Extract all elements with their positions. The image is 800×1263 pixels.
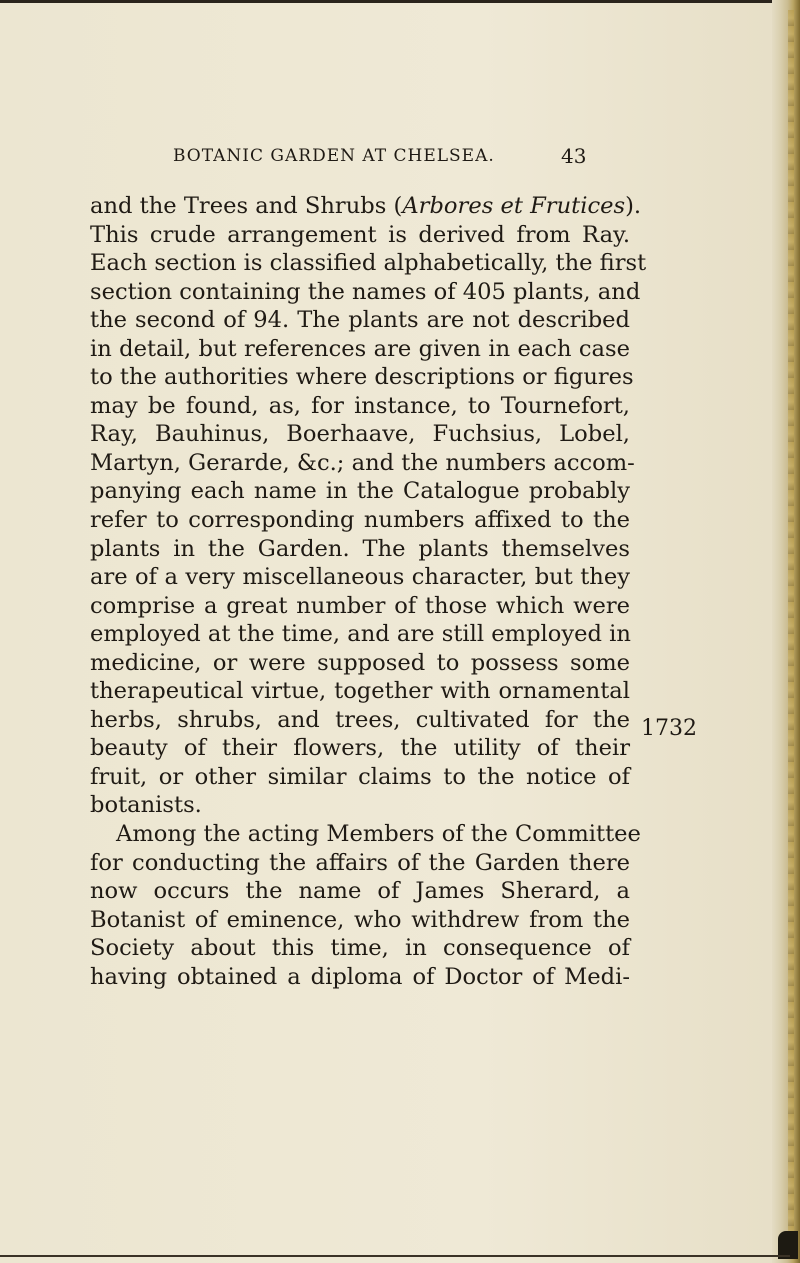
text-line: This crude arrangement is derived from Ray. [90, 221, 630, 248]
italic-term: Arbores et Frutices [402, 193, 626, 219]
text-line: therapeutical virtue, together with ornamental [90, 678, 630, 705]
text-line: comprise a great number of those which were [90, 592, 630, 619]
text-line: botanists. [90, 792, 202, 819]
text-line: employed at the time, and are still employed in [90, 621, 631, 648]
text-line: for conducting the affairs of the Garden there [90, 849, 630, 876]
text-line: plants in the Garden. The plants themselves [90, 535, 630, 562]
body-text [90, 192, 647, 991]
page-top-edge [0, 0, 790, 3]
page-header [173, 144, 613, 174]
text-line: beauty of their flowers, the utility of their [90, 735, 630, 762]
text-line: panying each name in the Catalogue probably [90, 478, 630, 505]
text-line: the second of 94. The plants are not described [90, 307, 630, 334]
text-line: refer to corresponding numbers affixed to the [90, 507, 630, 534]
text-line: now occurs the name of James Sherard, a [90, 878, 630, 905]
text-line: Botanist of eminence, who withdrew from the [90, 906, 630, 933]
text-line: may be found, as, for instance, to Tournefort, [90, 392, 630, 419]
margin-year-note: 1732 [641, 716, 697, 741]
gilt-edge [788, 10, 794, 1250]
text-line: are of a very miscellaneous character, but they [90, 564, 630, 591]
text-line: to the authorities where descriptions or figures [90, 364, 634, 391]
text-line: Ray, Bauhinus, Boerhaave, Fuchsius, Lobel, [90, 421, 630, 448]
book-fore-edge [772, 0, 800, 1263]
text-line: medicine, or were supposed to possess some [90, 649, 630, 676]
text-line: in detail, but references are given in each case [90, 335, 630, 362]
text-line: Each section is classified alphabetically, the first [90, 250, 647, 277]
text-line: having obtained a diploma of Doctor of Medi- [90, 963, 630, 990]
page-number: 43 [561, 144, 587, 168]
text-line: fruit, or other similar claims to the notice of [90, 763, 630, 790]
text-line: Martyn, Gerarde, &c.; and the numbers accom- [90, 449, 635, 476]
text-line: herbs, shrubs, and trees, cultivated for the [90, 706, 630, 733]
running-title: BOTANIC GARDEN AT CHELSEA. [173, 146, 495, 166]
text-line: Among the acting Members of the Committee [116, 821, 641, 848]
text-line: Society about this time, in consequence of [90, 935, 630, 962]
text-line: and the Trees and Shrubs (Arbores et Frutices). [90, 193, 642, 219]
text-line: section containing the names of 405 plants, and [90, 278, 641, 305]
page-bottom-edge [0, 1255, 790, 1257]
